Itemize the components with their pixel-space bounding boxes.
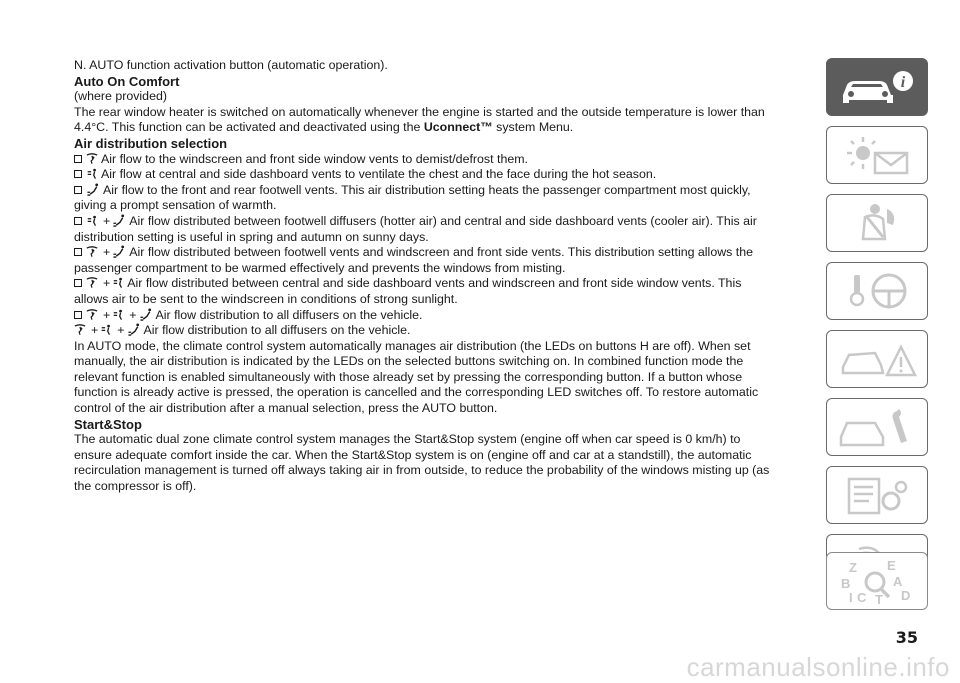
air-distribution-item: + + Air flow distribution to all diffusers on the vehicle. [74, 308, 802, 324]
face-vent-icon [112, 276, 124, 289]
led-square-icon [74, 186, 82, 194]
led-square-icon [74, 279, 82, 287]
index-letter: B [841, 576, 851, 591]
auto-mode-text: control of the air distribution after a manual selection, press the AUTO button. [74, 401, 498, 416]
defrost-icon [86, 245, 98, 258]
auto-on-comfort-heading: Auto On Comfort [74, 73, 180, 89]
face-vent-icon [100, 323, 112, 336]
footwell-icon [127, 323, 141, 336]
index-letter: Z [849, 560, 857, 575]
rear-heater-text-2: 4.4°C. This function can be activated and deactivated using the Uconnect™ system Menu. [74, 120, 574, 135]
chapter-tab-starting[interactable] [826, 262, 928, 320]
index-letter: D [901, 588, 911, 603]
air-distribution-heading: Air distribution selection [74, 135, 228, 151]
light-envelope-icon [835, 133, 919, 177]
index-letter: E [887, 558, 896, 573]
led-square-icon [74, 155, 82, 163]
start-stop-text: recirculation management is turned off always taking air in from outside, to reduce the probability of the windows misting up (as [74, 463, 770, 478]
chapter-tab-index[interactable] [826, 552, 928, 610]
auto-mode-text: manually, the air distribution is indicated by the LEDs on the selected buttons switching on. In combined function mode the [74, 354, 744, 369]
auto-mode-text: function is already active is pressed, the operation is cancelled and the corresponding LED switches off. To restore automatic [74, 385, 759, 400]
led-square-icon [74, 217, 82, 225]
index-letter: A [893, 574, 903, 589]
chapter-tab-technical-data[interactable] [826, 466, 928, 524]
start-stop-text: The automatic dual zone climate control system manages the Start&Stop system (engine off when car speed is 0 km/h) to [74, 432, 741, 447]
face-vent-icon [86, 214, 98, 227]
document-gear-icon [835, 473, 919, 517]
air-distribution-item-cont: passenger compartment to be warmed effectively and prevents the windows from misting. [74, 260, 566, 275]
start-stop-heading: Start&Stop [74, 416, 142, 432]
auto-mode-text: relevant function is enabled simultaneously with those already set by pressing the corresponding button. If a button whose [74, 369, 743, 384]
led-square-icon [74, 311, 82, 319]
auto-mode-text: In AUTO mode, the climate control system automatically manages air distribution (the LEDs on buttons H are off). When set [74, 338, 751, 353]
index-letter: C [857, 590, 867, 605]
start-stop-text: the compressor is off). [74, 479, 197, 494]
air-distribution-item-cont: distribution setting is useful in spring and autumn on sunny days. [74, 229, 429, 244]
start-stop-text: ensure adequate comfort inside the car. When the Start&Stop system is on (engine off and car at a standstill), the automatic [74, 447, 752, 462]
car-wrench-icon [835, 405, 919, 449]
face-vent-icon [112, 308, 124, 321]
chapter-tab-safety[interactable] [826, 194, 928, 252]
document-body [74, 58, 802, 495]
index-letters-icon [835, 556, 919, 606]
air-distribution-item: + Air flow distributed between footwell vents and windscreen and front side vents. This distribution setting allows the [74, 245, 802, 261]
defrost-icon [86, 152, 98, 165]
key-wheel-icon [835, 269, 919, 313]
defrost-icon [74, 323, 86, 336]
air-distribution-item-cont: allows air to be sent to the windscreen in conditions of strong sunlight. [74, 291, 458, 306]
air-distribution-item: Air flow to the front and rear footwell vents. This air distribution setting heats the passenger compartment most quickly, [74, 183, 802, 199]
car-info-icon [835, 65, 919, 109]
index-letter: I [849, 590, 853, 605]
uconnect-term: Uconnect™ [423, 120, 493, 135]
defrost-icon [86, 308, 98, 321]
led-square-icon [74, 248, 82, 256]
led-square-icon [74, 170, 82, 178]
where-provided-note: (where provided) [74, 89, 167, 104]
footwell-icon [112, 245, 126, 258]
car-warning-icon [835, 337, 919, 381]
air-distribution-item: + + Air flow distribution to all diffusers on the vehicle. [74, 323, 802, 339]
svg-text:i: i [900, 74, 906, 91]
air-distribution-item: + Air flow distributed between central and side dashboard vents and windscreen and front side window vents. This [74, 276, 802, 292]
chapter-tab-emergency[interactable] [826, 330, 928, 388]
watermark: carmanualsonline.info [686, 652, 950, 682]
footwell-icon [112, 214, 126, 227]
index-letter: T [875, 592, 883, 606]
chapter-tab-servicing[interactable] [826, 398, 928, 456]
air-distribution-item: Air flow at central and side dashboard vents to ventilate the chest and the face during the hot season. [74, 167, 802, 183]
rear-heater-text-1: The rear window heater is switched on automatically whenever the engine is started and the outside temperature is lower than [74, 104, 765, 119]
defrost-icon [86, 276, 98, 289]
seatbelt-airbag-icon [835, 201, 919, 245]
page-number: 35 [895, 628, 918, 647]
face-vent-icon [86, 167, 98, 180]
footwell-icon [86, 183, 100, 196]
footwell-icon [139, 308, 153, 321]
air-distribution-item: Air flow to the windscreen and front side window vents to demist/defrost them. [74, 152, 802, 168]
air-distribution-item-cont: giving a prompt sensation of warmth. [74, 198, 277, 213]
chapter-tab-dashboard[interactable] [826, 58, 928, 116]
intro-text: N. AUTO function activation button (automatic operation). [74, 58, 388, 72]
air-distribution-item: + Air flow distributed between footwell diffusers (hotter air) and central and side dashboard vents (cooler air). This air [74, 214, 802, 230]
chapter-tab-lights[interactable] [826, 126, 928, 184]
